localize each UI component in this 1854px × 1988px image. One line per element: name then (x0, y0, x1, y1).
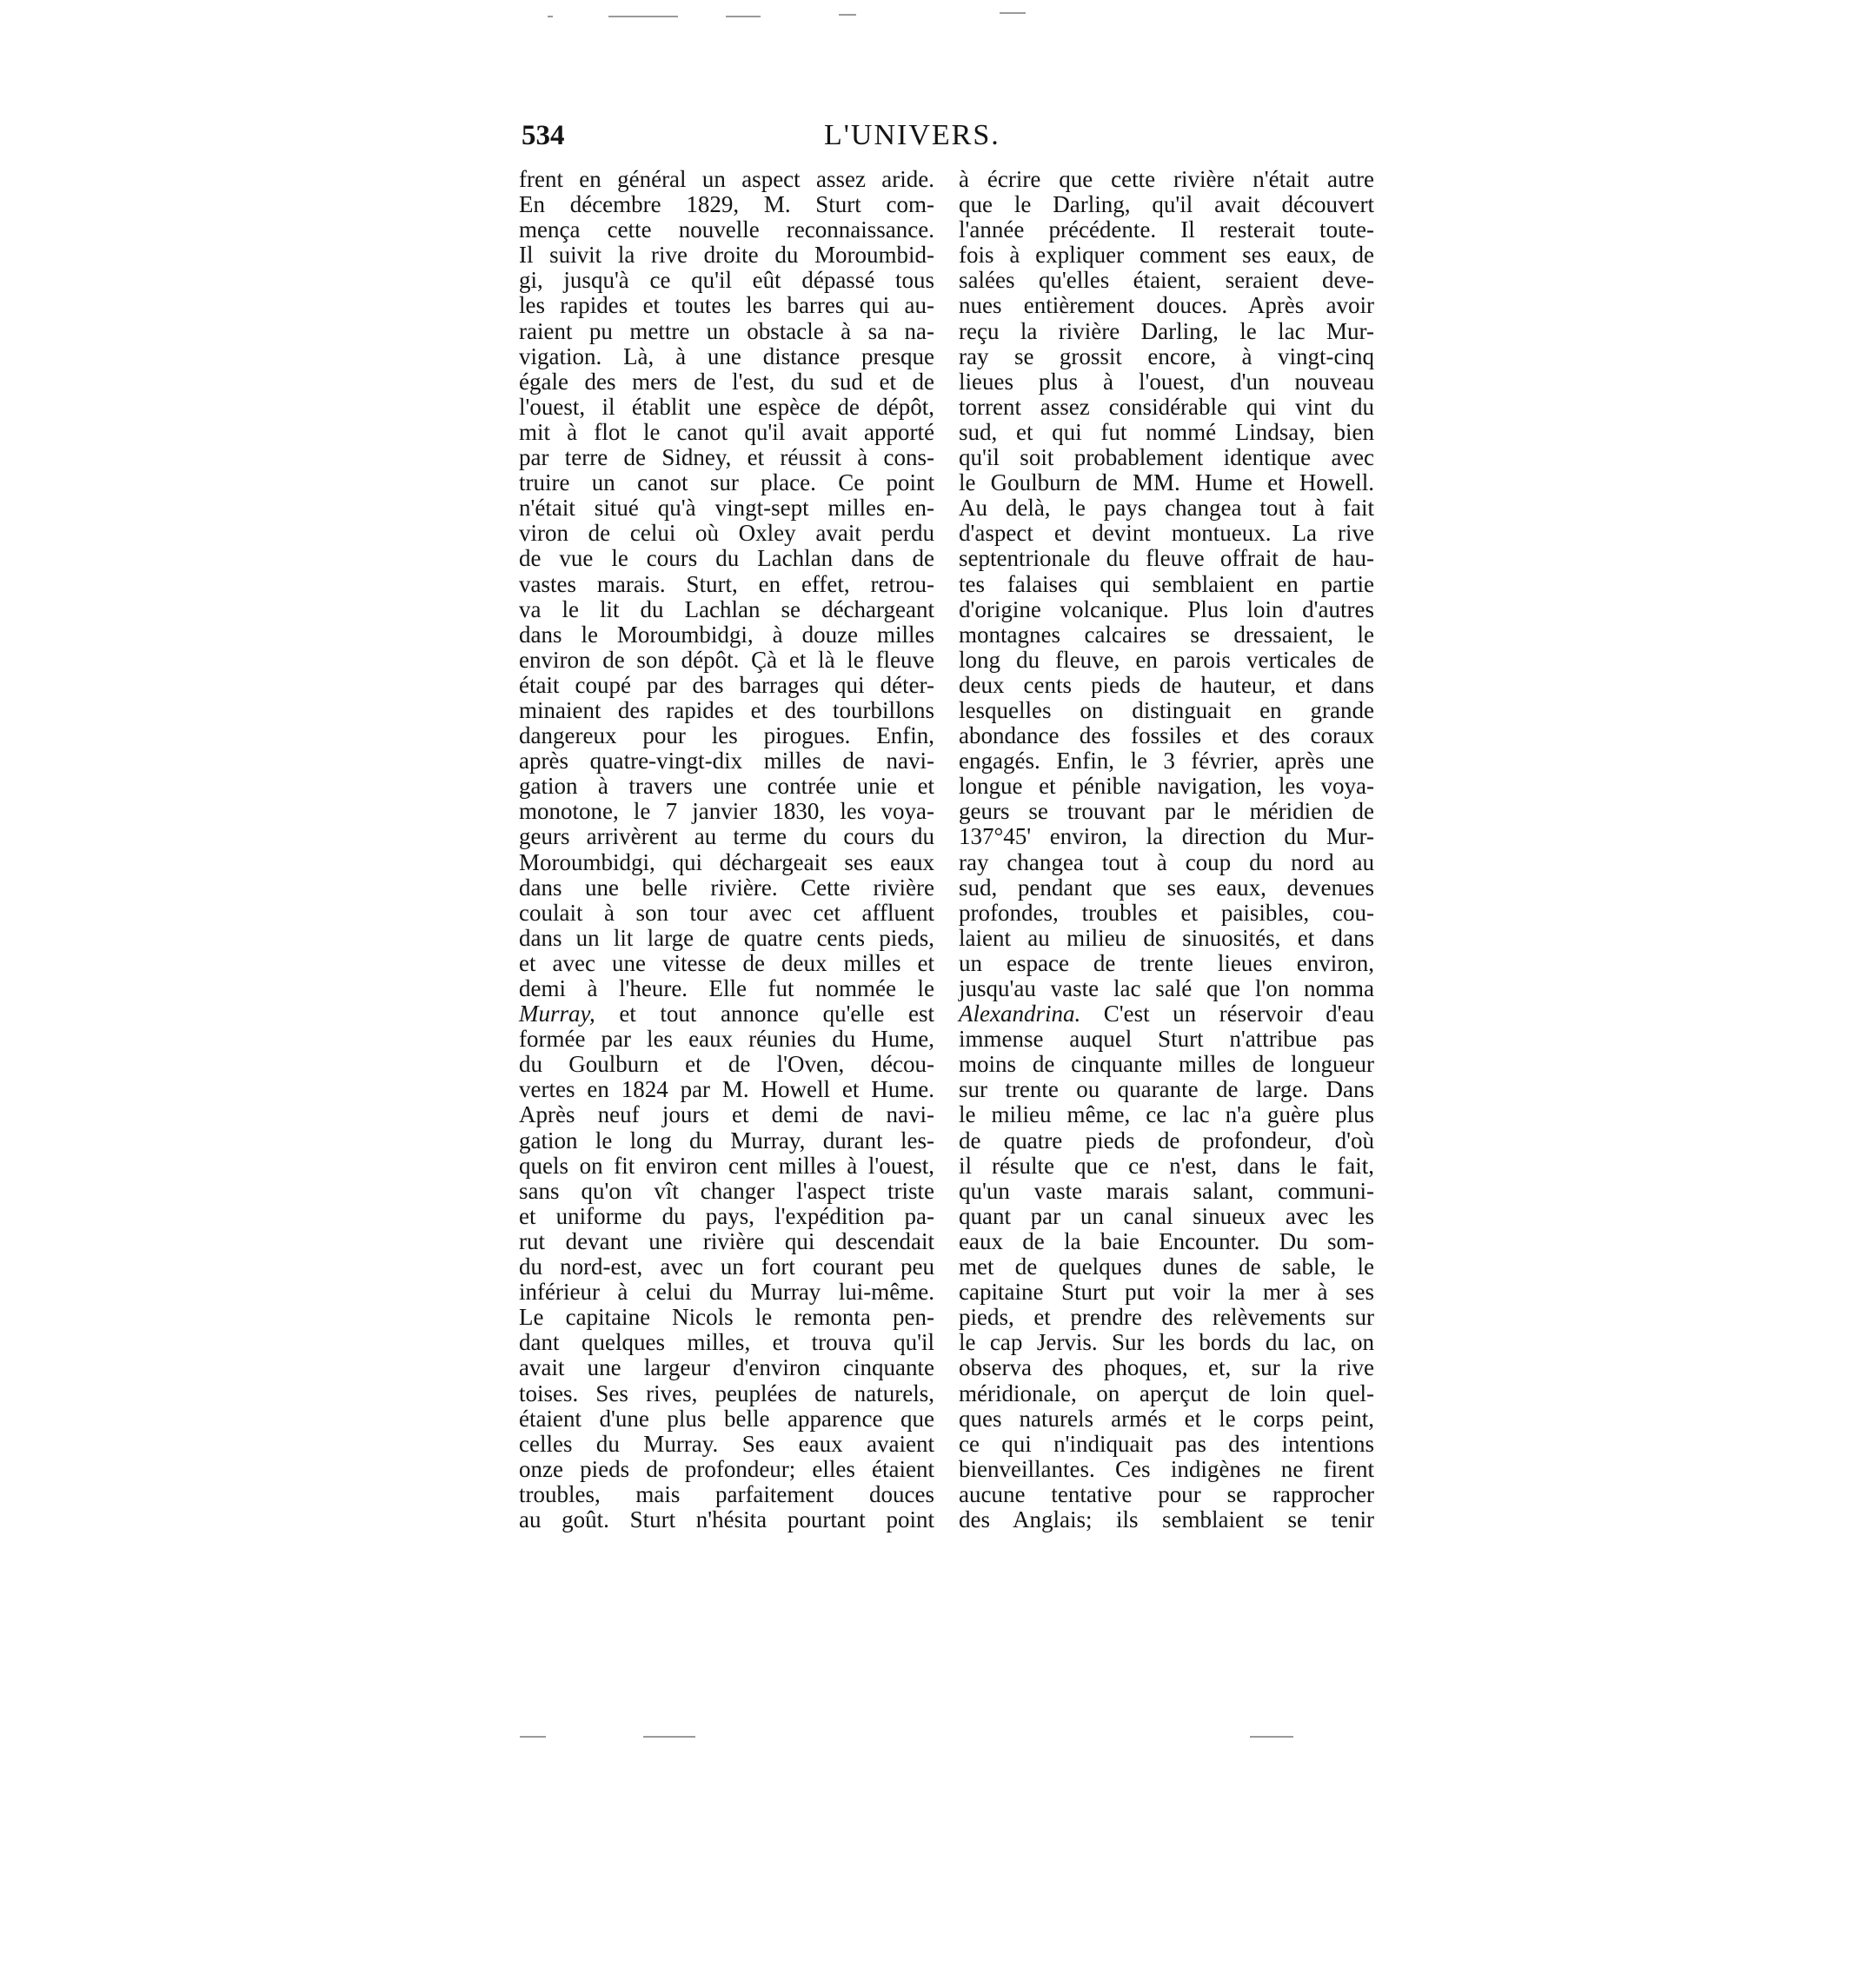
text-line: du Goulburn et de l'Oven, décou- (519, 1051, 934, 1078)
text-line: au goût. Sturt n'hésita pourtant point (519, 1506, 934, 1533)
text-line: vertes en 1824 par M. Howell et Hume. (519, 1076, 934, 1103)
text-line: immense auquel Sturt n'attribue pas (959, 1026, 1374, 1053)
text-line: sans qu'on vît changer l'aspect triste (519, 1177, 934, 1204)
text-line: lesquelles on distinguait en grande (959, 696, 1374, 723)
text-line: coulait à son tour avec cet affluent (519, 899, 934, 926)
text-line: nues entièrement douces. Après avoir (959, 292, 1374, 319)
running-title: L'UNIVERS. (824, 119, 1000, 151)
text-line: sur trente ou quarante de large. Dans (959, 1076, 1374, 1103)
text-line: et avec une vitesse de deux milles et (519, 949, 934, 976)
text-line: long du fleuve, en parois verticales de (959, 646, 1374, 673)
text-line: était coupé par des barrages qui déter- (519, 671, 934, 698)
text-line: quels on fit environ cent milles à l'ouest, (519, 1152, 934, 1179)
text-line: qu'un vaste marais salant, communi- (959, 1177, 1374, 1204)
text-line: les rapides et toutes les barres qui au- (519, 292, 934, 319)
italic-name: Alexandrina. (959, 1001, 1081, 1027)
text-line: Murray, et tout annonce qu'elle est (519, 1001, 934, 1027)
text-line: Alexandrina. C'est un réservoir d'eau (959, 1001, 1374, 1027)
scan-noise-top (548, 16, 553, 17)
text-line: engagés. Enfin, le 3 février, après une (959, 748, 1374, 775)
text-line: Moroumbidgi, qui déchargeait ses eaux (519, 848, 934, 875)
text-line: truire un canot sur place. Ce point (519, 469, 934, 496)
text-line: eaux de la baie Encounter. Du som- (959, 1227, 1374, 1254)
text-line: de vue le cours du Lachlan dans de (519, 545, 934, 572)
text-line: sud, pendant que ses eaux, devenues (959, 874, 1374, 901)
text-line: 137°45' environ, la direction du Mur- (959, 823, 1374, 850)
text-column-right (959, 167, 1374, 1533)
text-line: gation à travers une contrée unie et (519, 773, 934, 800)
text-line: abondance des fossiles et des coraux (959, 722, 1374, 749)
text-line: salées qu'elles étaient, seraient deve- (959, 267, 1374, 294)
text-line: dans un lit large de quatre cents pieds, (519, 924, 934, 951)
text-line: septentrionale du fleuve offrait de hau- (959, 545, 1374, 572)
text-line: égale des mers de l'est, du sud et de (519, 368, 934, 395)
text-line: dans une belle rivière. Cette rivière (519, 874, 934, 901)
text-line: reçu la rivière Darling, le lac Mur- (959, 317, 1374, 344)
text-line: vastes marais. Sturt, en effet, retrou- (519, 570, 934, 597)
text-line: jusqu'au vaste lac salé que l'on nomma (959, 975, 1374, 1001)
text-line: un espace de trente lieues environ, (959, 949, 1374, 976)
text-column-left (519, 167, 934, 1533)
text-line: de quatre pieds de profondeur, d'où (959, 1127, 1374, 1154)
text-line: des Anglais; ils semblaient se tenir (959, 1506, 1374, 1533)
text-line: frent en général un aspect assez aride. (519, 166, 934, 192)
text-line: n'était situé qu'à vingt-sept milles en- (519, 495, 934, 522)
text-line: observa des phoques, et, sur la rive (959, 1354, 1374, 1381)
text-line: dant quelques milles, et trouva qu'il (519, 1329, 934, 1356)
text-line: que le Darling, qu'il avait découvert (959, 191, 1374, 218)
text-line: ray se grossit encore, à vingt-cinq (959, 342, 1374, 369)
text-line: viron de celui où Oxley avait perdu (519, 520, 934, 547)
text-line: minaient des rapides et des tourbillons (519, 696, 934, 723)
text-line: d'origine volcanique. Plus loin d'autres (959, 595, 1374, 622)
text-line: Il suivit la rive droite du Moroumbid- (519, 242, 934, 269)
text-line: inférieur à celui du Murray lui-même. (519, 1279, 934, 1306)
scan-noise-bottom (643, 1736, 695, 1738)
text-line: torrent assez considérable qui vint du (959, 393, 1374, 420)
page-number: 534 (522, 120, 565, 151)
text-line: raient pu mettre un obstacle à sa na- (519, 317, 934, 344)
text-line: rut devant une rivière qui descendait (519, 1227, 934, 1254)
scan-noise-bottom (520, 1736, 546, 1738)
text-line: vigation. Là, à une distance presque (519, 342, 934, 369)
text-line: sud, et qui fut nommé Lindsay, bien (959, 418, 1374, 445)
text-line: quant par un canal sinueux avec les (959, 1202, 1374, 1229)
text-line: avait une largeur d'environ cinquante (519, 1354, 934, 1381)
text-line: celles du Murray. Ses eaux avaient (519, 1430, 934, 1457)
text-line: bienveillantes. Ces indigènes ne firent (959, 1455, 1374, 1482)
text-line: par terre de Sidney, et réussit à cons- (519, 444, 934, 471)
text-line: En décembre 1829, M. Sturt com- (519, 191, 934, 218)
text-line: onze pieds de profondeur; elles étaient (519, 1455, 934, 1482)
text-line: le cap Jervis. Sur les bords du lac, on (959, 1329, 1374, 1356)
scan-noise-bottom (1250, 1736, 1293, 1738)
text-line: toises. Ses rives, peuplées de naturels, (519, 1380, 934, 1406)
text-line: qu'il soit probablement identique avec (959, 444, 1374, 471)
text-line: fois à expliquer comment ses eaux, de (959, 242, 1374, 269)
text-line: dangereux pour les pirogues. Enfin, (519, 722, 934, 749)
text-line: après quatre-vingt-dix milles de navi- (519, 748, 934, 775)
scan-noise-top (839, 14, 856, 16)
text-line: mit à flot le canot qu'il avait apporté (519, 418, 934, 445)
text-line: le milieu même, ce lac n'a guère plus (959, 1101, 1374, 1128)
text-line: longue et pénible navigation, les voya- (959, 773, 1374, 800)
text-line: Le capitaine Nicols le remonta pen- (519, 1304, 934, 1331)
italic-name: Murray, (519, 1001, 595, 1027)
text-line: Au delà, le pays changea tout à fait (959, 495, 1374, 522)
scan-noise-top (726, 16, 761, 17)
text-line: troubles, mais parfaitement douces (519, 1480, 934, 1507)
text-line: met de quelques dunes de sable, le (959, 1253, 1374, 1280)
text-line: méridionale, on aperçut de loin quel- (959, 1380, 1374, 1406)
text-line: aucune tentative pour se rapprocher (959, 1480, 1374, 1507)
text-line: d'aspect et devint montueux. La rive (959, 520, 1374, 547)
text-line: et uniforme du pays, l'expédition pa- (519, 1202, 934, 1229)
text-line: dans le Moroumbidgi, à douze milles (519, 621, 934, 648)
scan-noise-top (608, 16, 678, 17)
text-line: monotone, le 7 janvier 1830, les voya- (519, 798, 934, 825)
text-line: il résulte que ce n'est, dans le fait, (959, 1152, 1374, 1179)
text-line: ray changea tout à coup du nord au (959, 848, 1374, 875)
text-line: lieues plus à l'ouest, d'un nouveau (959, 368, 1374, 395)
text-line: montagnes calcaires se dressaient, le (959, 621, 1374, 648)
text-line: le Goulburn de MM. Hume et Howell. (959, 469, 1374, 496)
scan-noise-top (1000, 12, 1026, 14)
text-line: Après neuf jours et demi de navi- (519, 1101, 934, 1128)
text-line: laient au milieu de sinuosités, et dans (959, 924, 1374, 951)
text-line: formée par les eaux réunies du Hume, (519, 1026, 934, 1053)
text-line: pieds, et prendre des relèvements sur (959, 1304, 1374, 1331)
text-line: environ de son dépôt. Çà et là le fleuve (519, 646, 934, 673)
text-line: geurs arrivèrent au terme du cours du (519, 823, 934, 850)
text-line: moins de cinquante milles de longueur (959, 1051, 1374, 1078)
text-line: capitaine Sturt put voir la mer à ses (959, 1279, 1374, 1306)
text-line: l'année précédente. Il resterait toute- (959, 216, 1374, 243)
text-line: ce qui n'indiquait pas des intentions (959, 1430, 1374, 1457)
text-line: geurs se trouvant par le méridien de (959, 798, 1374, 825)
text-line: ques naturels armés et le corps peint, (959, 1405, 1374, 1432)
text-line: deux cents pieds de hauteur, et dans (959, 671, 1374, 698)
text-line: gi, jusqu'à ce qu'il eût dépassé tous (519, 267, 934, 294)
text-line: profondes, troubles et paisibles, cou- (959, 899, 1374, 926)
text-line: gation le long du Murray, durant les- (519, 1127, 934, 1154)
text-line: tes falaises qui semblaient en partie (959, 570, 1374, 597)
text-line: à écrire que cette rivière n'était autre (959, 166, 1374, 192)
text-line: étaient d'une plus belle apparence que (519, 1405, 934, 1432)
text-line: du nord-est, avec un fort courant peu (519, 1253, 934, 1280)
text-line: demi à l'heure. Elle fut nommée le (519, 975, 934, 1001)
text-line: l'ouest, il établit une espèce de dépôt, (519, 393, 934, 420)
text-line: mença cette nouvelle reconnaissance. (519, 216, 934, 243)
text-line: va le lit du Lachlan se déchargeant (519, 595, 934, 622)
